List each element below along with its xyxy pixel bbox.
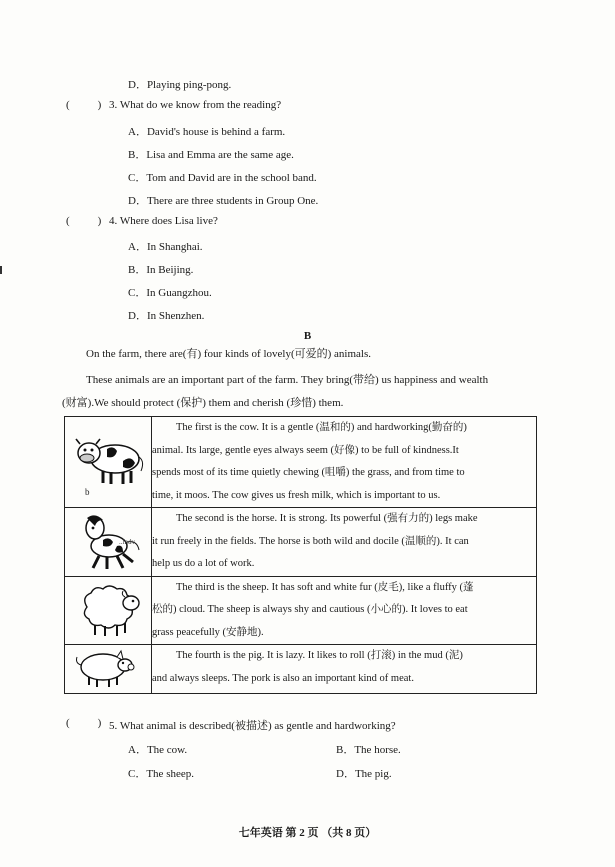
q4-number: 4. xyxy=(109,215,118,227)
q3-question xyxy=(109,99,281,111)
q5-question-text: What animal is described(被描述) as gentle and hardworking? xyxy=(119,720,396,732)
sheep-image-cell xyxy=(65,576,152,645)
section-b-intro-2b: (财富).We should protect (保护) them and cherish (珍惜) them. xyxy=(62,397,344,409)
animal-row-sheep xyxy=(65,576,537,645)
sheep-line-1: The third is the sheep. It has soft and white fur (皮毛), like a fluffy (蓬 xyxy=(176,581,474,593)
q4-answer-blank[interactable] xyxy=(66,215,101,227)
section-b-heading: B xyxy=(303,330,312,342)
cow-description xyxy=(152,417,537,508)
cow-image-cell xyxy=(65,417,152,508)
q4-option-c[interactable]: C．In Guangzhou. xyxy=(128,287,212,299)
q5-question xyxy=(109,717,396,733)
q5-option-b[interactable]: B．The horse. xyxy=(336,744,401,756)
pig-image-cell xyxy=(65,645,152,694)
q3-paren-open: ( xyxy=(66,99,70,111)
horse-description xyxy=(152,508,537,577)
q4-option-d[interactable]: D．In Shenzhen. xyxy=(128,310,205,322)
q3-number: 3. xyxy=(109,99,118,111)
horse-scribble: ..indv xyxy=(119,538,135,546)
q3-answer-blank[interactable] xyxy=(66,99,101,111)
section-b-intro-2a: These animals are an important part of the farm. They bring(带给) us happiness and wealth xyxy=(86,374,489,386)
sheep-icon xyxy=(73,583,143,637)
horse-image-cell xyxy=(65,508,152,577)
q4-question-text: Where does Lisa live? xyxy=(119,215,218,227)
horse-line-2: it run freely in the fields. The horse is both wild and docile (温顺的). It can xyxy=(152,535,469,547)
pig-description xyxy=(152,645,537,694)
sheep-description xyxy=(152,576,537,645)
q5-answer-blank[interactable] xyxy=(66,717,101,729)
q3-paren-close: ) xyxy=(97,99,102,111)
q3-option-d[interactable]: D．There are three students in Group One. xyxy=(128,195,319,207)
q4-option-a[interactable]: A．In Shanghai. xyxy=(128,241,203,253)
animal-row-horse xyxy=(65,508,537,577)
pig-line-1: The fourth is the pig. It is lazy. It likes to roll (打滚) in the mud (泥) xyxy=(176,650,463,661)
pig-icon xyxy=(73,647,139,689)
q5-paren-close: ) xyxy=(97,717,102,729)
horse-line-1: The second is the horse. It is strong. Its powerful (强有力的) legs make xyxy=(176,513,478,524)
q3-question-text: What do we know from the reading? xyxy=(119,99,282,111)
section-b-intro-1: On the farm, there are(有) four kinds of lovely(可爱的) animals. xyxy=(86,348,371,360)
cow-line-4: time, it moos. The cow gives us fresh milk, which is important to us. xyxy=(152,489,441,501)
q4-paren-open: ( xyxy=(66,215,70,227)
animal-row-pig xyxy=(65,645,537,694)
q3-option-c[interactable]: C．Tom and David are in the school band. xyxy=(128,172,317,184)
q5-option-d[interactable]: D．The pig. xyxy=(336,768,392,780)
cow-line-3: spends most of its time quietly chewing (咀嚼) the grass, and from time to xyxy=(152,467,465,478)
page-footer: 七年英语 第 2 页 （共 8 页） xyxy=(238,827,377,839)
margin-mark xyxy=(0,266,2,274)
animal-row-cow xyxy=(65,417,537,508)
q5-paren-open: ( xyxy=(66,717,70,729)
sheep-line-2: 松的) cloud. The sheep is always shy and cautious (小心的). It loves to eat xyxy=(152,604,468,615)
q4-option-b[interactable]: B．In Beijing. xyxy=(128,264,194,276)
q5-option-a[interactable]: A．The cow. xyxy=(128,744,188,756)
cow-line-1: The first is the cow. It is a gentle (温和的) and hardworking(勤奋的) xyxy=(176,422,467,433)
pig-line-2: and always sleeps. The pork is also an important kind of meat. xyxy=(152,672,414,684)
q4-paren-close: ) xyxy=(97,215,102,227)
cow-icon xyxy=(73,431,145,489)
q3-option-b[interactable]: B．Lisa and Emma are the same age. xyxy=(128,149,294,161)
horse-line-3: help us do a lot of work. xyxy=(152,558,255,569)
cow-scribble: b xyxy=(85,487,90,497)
q4-question xyxy=(109,215,218,227)
q5-number: 5. xyxy=(109,720,118,732)
cow-line-2: animal. Its large, gentle eyes always seem (好像) to be full of kindness.It xyxy=(152,444,459,456)
q3-option-a[interactable]: A．David's house is behind a farm. xyxy=(128,126,286,138)
sheep-line-3: grass peacefully (安静地). xyxy=(152,626,264,638)
animal-table xyxy=(64,416,537,694)
q5-option-c[interactable]: C．The sheep. xyxy=(128,768,194,780)
q2-option-d: D．Playing ping-pong. xyxy=(128,79,232,91)
